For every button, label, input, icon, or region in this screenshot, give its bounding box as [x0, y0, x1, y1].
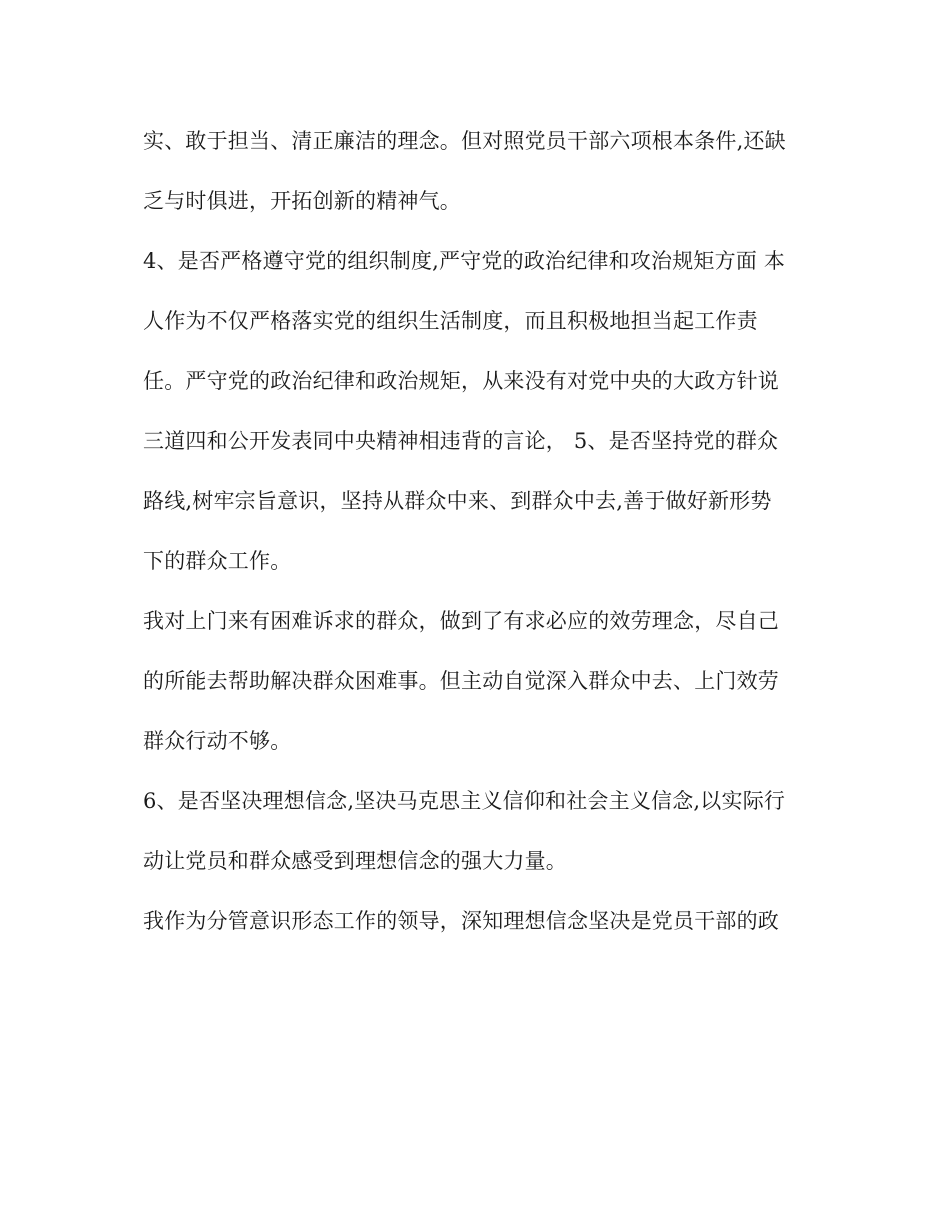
- text-line: 6、是否坚决理想信念,坚决马克思主义信仰和社会主义信念,以实际行: [143, 789, 786, 813]
- text-line: 4、是否严格遵守党的组织制度,严守党的政治纪律和攻治规矩方面 本: [143, 249, 786, 273]
- text-line: 的所能去帮助解决群众困难事。但主动自觉深入群众中去、上门效劳: [143, 669, 779, 693]
- text-line: 下的群众工作。: [143, 549, 292, 573]
- text-line: 三道四和公开发表同中央精神相违背的言论， 5、是否坚持党的群众: [143, 429, 779, 453]
- text-line: 人作为不仅严格落实党的组织生活制度，而且积极地担当起工作责: [143, 309, 758, 333]
- text-line: 乏与时俱进，开拓创新的精神气。: [143, 189, 461, 213]
- text-line: 我作为分管意识形态工作的领导，深知理想信念坚决是党员干部的政: [143, 909, 779, 933]
- text-line: 路线,树牢宗旨意识，坚持从群众中来、到群众中去,善于做好新形势: [143, 489, 772, 513]
- text-line: 群众行动不够。: [143, 729, 292, 753]
- text-line: 动让党员和群众感受到理想信念的强大力量。: [143, 849, 567, 873]
- text-line: 任。严守党的政治纪律和政治规矩，从来没有对党中央的大政方针说: [143, 369, 779, 393]
- text-line: 实、敢于担当、清正廉洁的理念。但对照党员干部六项根本条件,还缺: [143, 129, 786, 153]
- document-body: [143, 123, 823, 963]
- text-line: 我对上门来有困难诉求的群众，做到了有求必应的效劳理念，尽自己: [143, 609, 779, 633]
